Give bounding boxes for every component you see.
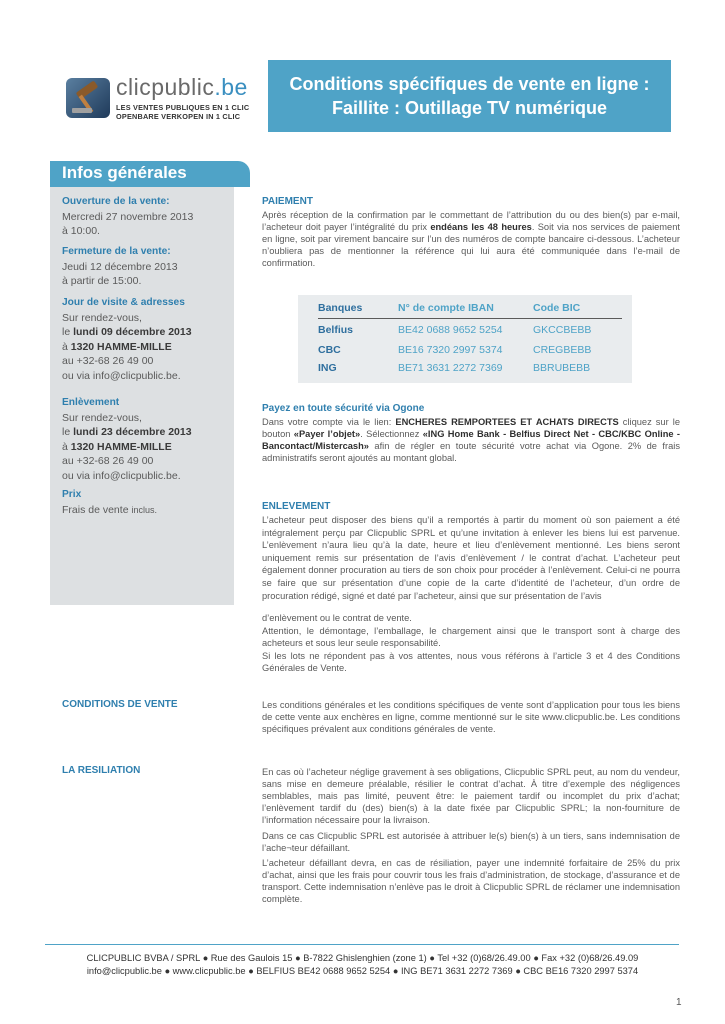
logo-tagline-fr: LES VENTES PUBLIQUES EN 1 CLIC — [116, 103, 250, 112]
removal-text-2: d’enlèvement ou le contrat de vente. — [262, 613, 412, 623]
pickup-block — [62, 396, 232, 483]
price-text: Frais de vente inclus. — [62, 503, 157, 516]
page-title — [268, 60, 671, 132]
gavel-icon — [66, 78, 110, 118]
opening-time: à 10:00. — [62, 225, 100, 237]
visit-phone: au +32-68 26 49 00 — [62, 355, 154, 367]
payment-title: PAIEMENT — [262, 196, 313, 207]
opening-date: Mercredi 27 novembre 2013 — [62, 210, 194, 223]
logo-name: clicpublic.be — [116, 74, 248, 100]
closing-label: Fermeture de la vente: — [62, 246, 171, 257]
logo — [66, 74, 256, 122]
termination-text-2: Dans ce cas Clicpublic SPRL est autorisée à attribuer le(s) bien(s) à un tiers, sans indemnisation de l’ache¬teur défaillant. — [262, 831, 680, 854]
footer-contacts: info@clicpublic.be ● www.clicpublic.be ● BELFIUS BE42 0688 9652 5254 ● ING BE71 3631 2272 7369 ● CBC BE16 7320 2997 5374 — [86, 966, 639, 976]
pickup-label: Enlèvement — [62, 397, 120, 408]
footer-divider — [45, 944, 679, 945]
bank-row-ing: ING BE71 3631 2272 7369 BBRUBEBB — [318, 362, 591, 374]
page-number: 1 — [676, 997, 682, 1008]
visit-date: le lundi 09 décembre 2013 — [62, 326, 192, 338]
pickup-date: le lundi 23 décembre 2013 — [62, 426, 192, 438]
conditions-text: Les conditions générales et les conditions spécifiques de vente sont d’application pour tous les biens de cette vente aux enchères en ligne, comme mentionné sur le site www.clicpublic.be. Les conditions spécifiques prévalent aux conditions générales de vente. — [262, 700, 680, 735]
ogone-title: Payez en toute sécurité via Ogone — [262, 403, 425, 414]
pickup-phone: au +32-68 26 49 00 — [62, 455, 154, 467]
bank-row-cbc: CBC BE16 7320 2997 5374 CREGBEBB — [318, 344, 592, 356]
pickup-email: ou via info@clicpublic.be. — [62, 469, 181, 482]
termination-title: LA RESILIATION — [62, 765, 141, 776]
removal-text-1: L’acheteur peut disposer des biens qu’il a remportés à partir du moment où son paiement a été intégralement perçu par Clicpublic SPRL et qu’une invitation à enlever les biens lui est parvenue. L’enlèvement n’aura lieu qu’à la date, heure et lieu d’enlèvement mentionné. Les biens seront uniquement remis sur présentation de l’avis d’enlèvement / le contrat d’achat. L’acheteur peut également donner procuration au tiers de son choix pour procéder à l’enlèvement. Celui-ci ne pourra se faire que sur présentation d’une copie de la carte d’identité de l’acheteur, d’un ordre de procuration rédigé, signé et daté par l’acheteur, ainsi que sur présentation de l’avis — [262, 515, 680, 601]
sidebar-heading: Infos générales — [50, 161, 250, 187]
removal-text-3: Attention, le démontage, l’emballage, le chargement ainsi que le transport sont à charge des acheteurs et sous leur seule responsabilité. — [262, 626, 680, 649]
termination-text-1: En cas où l’acheteur néglige gravement à ses obligations, Clicpublic SPRL peut, au nom du vendeur, sans mise en demeure préalable, résilier le contrat d’achat. À titre d’exemple des négligences semblables, mais pas limité, peuvent être: le paiement tardif ou incomplet du prix d’achat; l’enlèvement tardif du (des) bien(s) à la date fixée par Clicpublic SPRL; la non-fourniture de l’information nécessaire pour la livraison. — [262, 767, 680, 826]
removal-text-4: Si les lots ne répondent pas à vos attentes, nous vous référons à l’article 3 et 4 des Conditions Générales de Vente. — [262, 651, 680, 674]
visit-appointment: Sur rendez-vous, — [62, 311, 142, 324]
closing-time: à partir de 15:00. — [62, 275, 142, 287]
pickup-address: à 1320 HAMME-MILLE — [62, 440, 172, 453]
bank-row-belfius: Belfius BE42 0688 9652 5254 GKCCBEBB — [318, 324, 592, 336]
removal-title: ENLEVEMENT — [262, 501, 331, 512]
visit-label: Jour de visite & adresses — [62, 297, 185, 308]
bank-table-header: Banques N° de compte IBAN Code BIC — [318, 299, 622, 319]
ogone-text: Dans votre compte via le lien: ENCHERES REMPORTEES ET ACHATS DIRECTS cliquez sur le bouton «Payer l’objet». Sélectionnez «ING Home Bank - Belfius Direct Net - CBC/KBC Online - Bancontact/Mistercash» afin de régler en toute sécurité votre achat via Ogone. 2% de frais administratifs seront ajoutés au montant global. — [262, 417, 680, 464]
visit-address: à 1320 HAMME-MILLE — [62, 340, 172, 353]
title-line-2: Faillite : Outillage TV numérique — [331, 98, 608, 118]
logo-tagline-nl: OPENBARE VERKOPEN IN 1 CLIC — [116, 112, 241, 121]
closing-block — [62, 245, 232, 289]
payment-text: Après réception de la confirmation par le commettant de l’attribution du ou des bien(s) par e-mail, l’acheteur doit payer l’intégralité du prix endéans les 48 heures. Soit via nos services de paiement en ligne, soit par virement bancaire sur l’un des numéros de compte bancaire ci-dessous. L’acheteur n’oubliera pas de mentionner la référence qui lui aura été communiquée dans l’e-mail de confirmation. — [262, 210, 680, 269]
price-label: Prix — [62, 489, 82, 500]
title-line-1: Conditions spécifiques de vente en ligne : — [289, 74, 650, 94]
visit-block — [62, 296, 232, 383]
opening-block — [62, 195, 232, 239]
bank-table — [298, 295, 632, 383]
opening-label: Ouverture de la vente: — [62, 196, 170, 207]
conditions-title: CONDITIONS DE VENTE — [62, 699, 178, 710]
visit-email: ou via info@clicpublic.be. — [62, 369, 181, 382]
footer-address: CLICPUBLIC BVBA / SPRL ● Rue des Gaulois 15 ● B-7822 Ghislenghien (zone 1) ● Tel +32 (0)68/26.49.00 ● Fax +32 (0)68/26.49.09 — [86, 953, 639, 963]
closing-date: Jeudi 12 décembre 2013 — [62, 260, 178, 273]
pickup-appointment: Sur rendez-vous, — [62, 411, 142, 424]
price-block — [62, 488, 232, 517]
termination-text-3: L’acheteur défaillant devra, en cas de résiliation, payer une indemnité forfaitaire de 25% du prix d’achat, ainsi que les frais pour couvrir tous les frais d’administration, de stockage, d’assurance et de transport. Cette indemnisation n’enlève pas le droit à Clicpublic SPRL de réclamer une indemnisation complète. — [262, 858, 680, 905]
